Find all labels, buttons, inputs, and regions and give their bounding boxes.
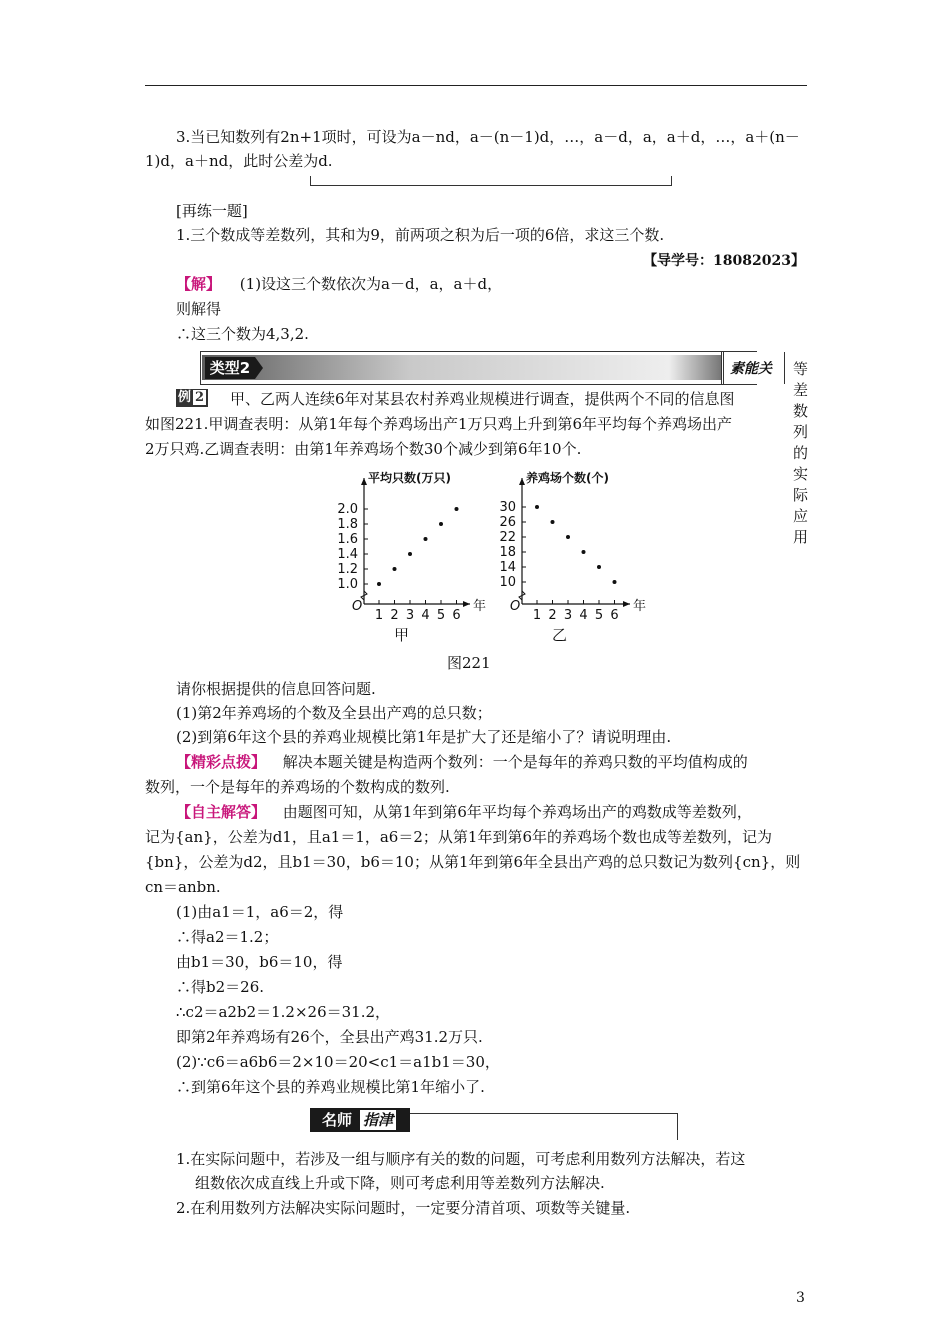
origin-label: O xyxy=(352,599,363,614)
data-point xyxy=(566,535,570,539)
y-tick-label: 1.8 xyxy=(337,517,358,532)
axis-break xyxy=(519,591,525,600)
section-title: 等差数列的实际应用 xyxy=(793,360,809,546)
hint-tag: 【精彩点拨】 xyxy=(176,753,267,771)
x-axis-title: 年 xyxy=(633,599,647,614)
teacher-tip-text: 组数依次成直线上升或下降，则可考虑利用等差数列方法解决. xyxy=(195,1174,605,1192)
question-1: (1)第2年养鸡场的个数及全县出产鸡的总只数； xyxy=(176,704,492,722)
y-tick-label: 1.2 xyxy=(337,562,358,577)
text-line: 3.当已知数列有2n+1项时，可设为a－nd，a－(n－1)d，…，a－d，a，a＋d，…，a＋(n－ xyxy=(176,128,800,146)
answer-text: {bn}，公差为d2，且b1＝30，b6＝10；从第1年到第6年全县出产鸡的总只数记为数列{cn}，则 xyxy=(145,853,801,871)
x-tick-label: 1 xyxy=(532,608,542,623)
example-number: 2 xyxy=(194,390,205,405)
data-point xyxy=(424,537,428,541)
x-axis-arrow xyxy=(463,601,470,607)
example-text: 2万只鸡.乙调查表明：由第1年养鸡场个数30个减少到第6年10个. xyxy=(145,440,582,458)
solution-line: ∴这三个数为4,3,2. xyxy=(176,325,309,343)
question-intro: 请你根据提供的信息回答问题. xyxy=(176,680,376,698)
data-point xyxy=(393,567,397,571)
x-axis-arrow xyxy=(623,601,630,607)
x-tick-label: 6 xyxy=(452,608,461,623)
data-point xyxy=(613,580,617,584)
example-tag xyxy=(176,389,208,407)
example-text: 如图221.甲调查表明：从第1年每个养鸡场出产1万只鸡上升到第6年平均每个养鸡场出产 xyxy=(145,415,733,433)
chart-caption: 甲 xyxy=(394,626,410,644)
example-text: 甲、乙两人连续6年对某县农村养鸡业规模进行调查，提供两个不同的信息图 xyxy=(230,390,735,408)
solution-line: 则解得 xyxy=(176,300,222,318)
x-tick-label: 2 xyxy=(548,608,557,623)
x-tick-label: 5 xyxy=(594,608,604,623)
axis-break xyxy=(361,591,367,600)
hint-text: 解决本题关键是构造两个数列：一个是每年的养鸡只数的平均值构成的 xyxy=(282,753,748,771)
exercise-question: 1.三个数成等差数列，其和为9，前两项之积为后一项的6倍，求这三个数. xyxy=(176,226,665,244)
text-line: 1)d，a＋nd，此时公差为d. xyxy=(145,152,333,170)
y-axis-arrow xyxy=(361,478,367,485)
x-tick-label: 6 xyxy=(610,608,619,623)
type-tag: 类型2 xyxy=(205,357,255,379)
answer-step: (2)∵c6＝a6b6＝2×10＝20<c1＝a1b1＝30， xyxy=(176,1053,500,1071)
x-tick-label: 3 xyxy=(405,608,415,623)
example-label: 例 xyxy=(177,390,191,405)
y-tick-label: 1.0 xyxy=(337,577,358,592)
hint-text: 数列，一个是每年的养鸡场的个数构成的数列. xyxy=(145,778,450,796)
solution-text: (1)设这三个数依次为a－d，a，a＋d， xyxy=(239,275,503,293)
answer-step: 由b1＝30，b6＝10，得 xyxy=(176,953,343,971)
data-point xyxy=(551,520,555,524)
y-tick-label: 1.4 xyxy=(337,547,358,562)
solution-line xyxy=(176,275,502,293)
answer-step: ∴得a2＝1.2； xyxy=(176,928,279,946)
teacher-tip-tag xyxy=(310,1108,410,1132)
answer-step: ∴到第6年这个县的养鸡业规模比第1年缩小了. xyxy=(176,1078,485,1096)
retry-heading: [再练一题] xyxy=(176,202,248,220)
header-rule xyxy=(145,85,807,86)
seal-stamp xyxy=(721,352,785,384)
x-tick-label: 2 xyxy=(390,608,399,623)
data-point xyxy=(408,552,412,556)
y-tick-label: 18 xyxy=(499,545,516,560)
x-tick-label: 1 xyxy=(374,608,384,623)
data-point xyxy=(535,505,539,509)
chart-caption: 乙 xyxy=(552,626,568,644)
solution-tag: 【解】 xyxy=(176,275,222,293)
answer-text: cn＝anbn. xyxy=(145,878,221,896)
question-2: (2)到第6年这个县的养鸡业规模比第1年是扩大了还是缩小了？请说明理由. xyxy=(176,728,672,746)
summary-bracket xyxy=(310,176,672,186)
data-point xyxy=(597,565,601,569)
page-number: 3 xyxy=(796,1290,805,1306)
banner-bar xyxy=(202,355,721,380)
data-point xyxy=(439,522,443,526)
teacher-tip-label: 名师 xyxy=(322,1111,353,1129)
answer-step: 即第2年养鸡场有26个，全县出产鸡31.2万只. xyxy=(176,1028,483,1046)
answer-step: ∴得b2＝26. xyxy=(176,978,265,996)
data-point xyxy=(377,582,381,586)
teacher-tip-text: 1.在实际问题中，若涉及一组与顺序有关的数的问题，可考虑利用数列方法解决，若这 xyxy=(176,1150,746,1168)
y-tick-label: 1.6 xyxy=(337,532,358,547)
seal-text: 素能关 xyxy=(730,361,772,377)
answer-line xyxy=(176,803,752,821)
y-tick-label: 10 xyxy=(499,575,516,590)
figure-caption: 图221 xyxy=(447,654,491,672)
y-tick-label: 14 xyxy=(499,560,516,575)
data-point xyxy=(455,507,459,511)
y-tick-label: 26 xyxy=(499,515,516,530)
x-tick-label: 3 xyxy=(563,608,573,623)
answer-step: ∴c2＝a2b2＝1.2×26＝31.2， xyxy=(176,1003,391,1021)
x-axis-title: 年 xyxy=(473,599,487,614)
teacher-tip-text: 2.在利用数列方法解决实际问题时，一定要分清首项、项数等关键量. xyxy=(176,1199,631,1217)
y-tick-label: 2.0 xyxy=(337,502,358,517)
data-point xyxy=(582,550,586,554)
type-tag-arrow xyxy=(255,357,263,379)
chart-title: 平均只数(万只) xyxy=(368,471,451,485)
answer-tag: 【自主解答】 xyxy=(176,803,267,821)
y-tick-label: 22 xyxy=(499,530,516,545)
teacher-tip-label-b: 指津 xyxy=(360,1110,396,1130)
y-tick-label: 30 xyxy=(499,500,516,515)
teacher-tip-rule xyxy=(410,1113,678,1140)
y-axis-arrow xyxy=(519,478,525,485)
answer-text: 由题图可知，从第1年到第6年平均每个养鸡场出产的鸡数成等差数列， xyxy=(282,803,752,821)
x-tick-label: 5 xyxy=(436,608,446,623)
guide-number: 【导学号：18082023】 xyxy=(643,253,805,269)
x-tick-label: 4 xyxy=(579,608,588,623)
chart-title: 养鸡场个数(个) xyxy=(526,471,609,485)
answer-step: (1)由a1＝1，a6＝2，得 xyxy=(176,903,344,921)
hint-line xyxy=(176,753,748,771)
x-tick-label: 4 xyxy=(421,608,430,623)
answer-text: 记为{an}，公差为d1，且a1＝1，a6＝2；从第1年到第6年的养鸡场个数也成等差数列，记为 xyxy=(145,828,772,846)
origin-label: O xyxy=(510,599,521,614)
